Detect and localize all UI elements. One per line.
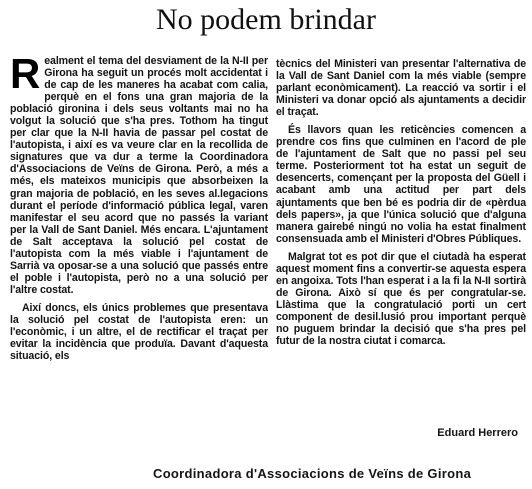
- drop-cap: R: [10, 50, 41, 97]
- article-column-1: [10, 50, 268, 363]
- paragraph: Malgrat tot es pot dir que el ciutadà ha esperat aquest moment fins a convertir-se aquesta espera en angoixa. Tots l'han esperat i a la fi la N-II sortirà de Girona. Això sí que és per congratular-se. Llàstima que la congratulació porti un cert component de desil.lusió prou important perquè no puguem brindar la decisió que s'ha pres pel futur de la nostra ciutat i comarca.: [276, 250, 526, 348]
- author-signature: Eduard Herrero: [437, 427, 518, 439]
- article-column-2: [276, 58, 526, 347]
- paragraph: És llavors quan les reticències comencen a prendre cos fins que culminen en l'acord de ple de l'ajuntament de Salt que no passi pel seu terme. Posteriorment tot ha estat un seguit de desencerts, començant per la proposta del Güell i acabant amb una actitud per part dels ajuntaments que ben bé es podria dir de «pèrdua dels papers», ja que l'única solució que d'alguna manera gairebé ningú no volia ha estat finalment consensuada amb el Ministeri d'Obres Públiques.: [276, 124, 526, 245]
- paragraph: tècnics del Ministeri van presentar l'alternativa de la Vall de Sant Daniel com la més viable (sempre parlant econòmicament). La reacció va sortir i el Ministeri va donar opció als ajuntaments a decidir el traçat.: [276, 58, 526, 119]
- paragraph: ealment el tema del desviament de la N-II per Girona ha seguit un procés molt accidentat i de cap de les maneres ha acabat com calia, perquè en el fons una gran majoria de la població gironina i dels seus voltants mai no ha volgut la solució que s'ha pres. Tothom ha tingut per clar que la N-II havia de passar pel costat de l'autopista, i així es va veure clar en la recollida de signatures que va dur a terme la Coordinadora d'Associacions de Veïns de Girona. Però, a més a més, els mateixos municipis que absorbeixen la gran majoria de població, en les seves al.legacions durant el període d'informació pública legal, varen manifestar el seu acord que no passés la variant per la Vall de Sant Daniel. Més encara. L'ajuntament de Salt acceptava la solució pel costat de l'autopista com la més viable i l'ajuntament de Sarrià va oposar-se a una solució que passés entre el poble i l'autopista, però no a una solució per l'altre costat.: [10, 55, 268, 296]
- paragraph: Així doncs, els únics problemes que presentava la solució pel costat de l'autopista eren: un l'econòmic, i un altre, el de rectificar el traçat per evitar la incidència que produïa. Davant d'aquesta situació, els: [10, 301, 268, 363]
- organization-credit: Coordinadora d'Associacions de Veïns de Girona: [153, 466, 472, 481]
- article-title: No podem brindar: [156, 3, 376, 36]
